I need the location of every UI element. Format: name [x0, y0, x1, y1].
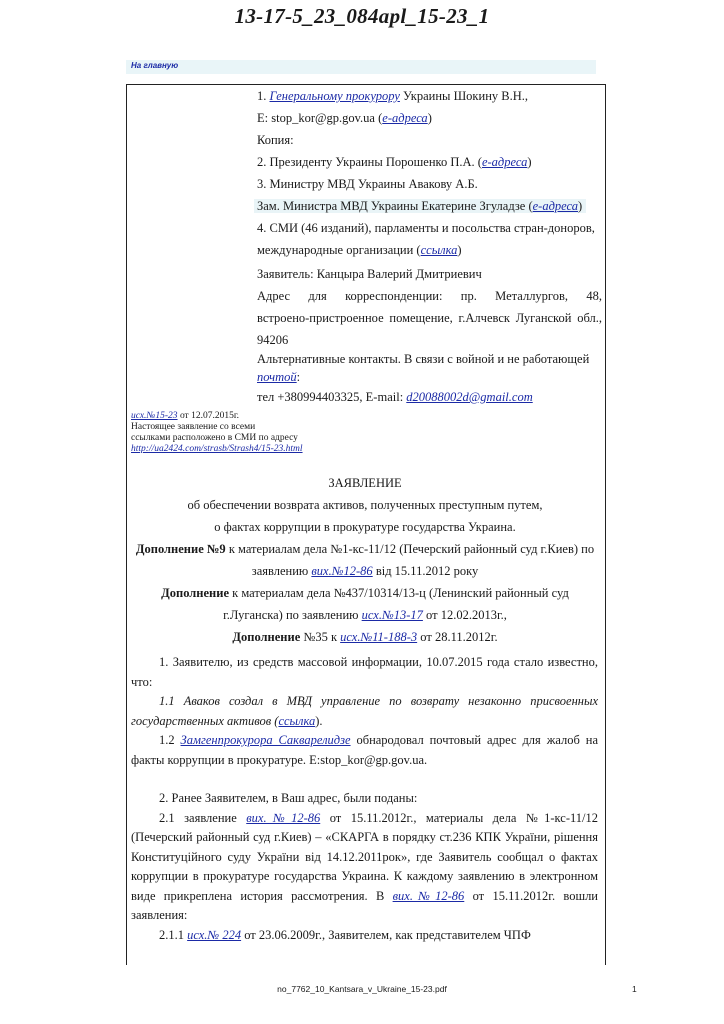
applicant-email-link[interactable]: d20088002d@gmail.com — [406, 390, 533, 404]
addressee-1-email — [257, 110, 602, 132]
prosecutor-link[interactable]: Генеральному прокурору — [269, 89, 400, 103]
addendum-3-link[interactable]: исх.№11-188-3 — [340, 630, 418, 644]
prosecutor-email-link[interactable]: е-адреса — [382, 111, 428, 125]
addressee-3b — [257, 198, 602, 220]
paragraph-2-1-1-link[interactable]: исх.№ 224 — [187, 927, 242, 942]
applicant-address-2: встроено-пристроенное помещение, г.Алчевск Луганской обл., — [257, 311, 602, 325]
addendum-1-text-2: заявлению — [251, 564, 312, 578]
document-title: 13-17-5_23_084apl_15-23_1 — [234, 4, 490, 28]
paragraph-2-1-1-number: 2.1.1 — [159, 927, 188, 942]
addendum-3 — [126, 626, 604, 648]
alt-contacts-link-line — [257, 369, 602, 389]
paragraph-1-1-end: ). — [315, 713, 323, 728]
paragraph-1-1 — [131, 692, 598, 731]
page-number: 1 — [632, 984, 637, 994]
reference-link[interactable]: исх.№15-23 — [131, 411, 178, 421]
email-text: E: stop_kor@gp.gov.ua ( — [257, 111, 383, 125]
addressee-2 — [257, 154, 602, 176]
addendum-2-end: от 12.02.2013г., — [422, 608, 507, 622]
paren: ) — [427, 111, 432, 125]
nav-bar — [126, 60, 596, 74]
addendum-3-end: от 28.11.2012г. — [417, 630, 498, 644]
addendum-1-link[interactable]: вих.№12-86 — [311, 564, 373, 578]
paragraph-1-2 — [131, 731, 598, 770]
statement-subtitle-1: об обеспечении возврата активов, полученных преступным путем, — [187, 498, 543, 512]
alt-contacts: Альтернативные контакты. В связи с войной и не работающей — [257, 352, 590, 366]
paragraph-2-1-1 — [131, 926, 598, 946]
post-link[interactable]: почтой — [257, 370, 297, 384]
paragraph-1-2-text: обнародовал почтовый адрес для жалоб на факты коррупции в прокуратуре. E:stop_kor@gp.gov.ua. — [131, 733, 599, 767]
copy-label: Копия: — [257, 133, 294, 147]
addressee-4: 4. СМИ (46 изданий), парламенты и посольства стран-доноров, — [257, 221, 595, 235]
reference-block — [131, 411, 331, 455]
addendum-2-bold: Дополнение — [161, 586, 230, 600]
paragraph-2: 2. Ранее Заявителем, в Ваш адрес, были поданы: — [159, 791, 418, 805]
applicant-address-3: 94206 — [257, 333, 289, 347]
colon: : — [296, 370, 301, 384]
addendum-1-cont — [126, 560, 604, 582]
note-line-2: ссылками расположено в СМИ по адресу — [131, 433, 298, 443]
home-link[interactable]: На главную — [131, 61, 179, 70]
addendum-3-bold: Дополнение — [232, 630, 301, 644]
spacer — [131, 770, 598, 789]
note-line-1: Настоящее заявление со всеми — [131, 422, 256, 432]
paragraph-2-1-link[interactable]: вих.№12-86 — [246, 810, 321, 825]
addressee-3b-text: Зам. Министра МВД Украины Екатерине Згуладзе ( — [257, 199, 533, 213]
paren: ) — [578, 199, 583, 213]
applicant-block — [257, 266, 602, 411]
addendum-2-text: к материалам дела №437/10314/13-ц (Ленинский районный суд — [229, 586, 569, 600]
paragraph-1-1-text: 1.1 Аваков создал в МВД управление по возврату незаконно присвоенных государственных активов ( — [131, 694, 598, 728]
addendum-2-cont — [126, 604, 604, 626]
statement-subtitle-2: о фактах коррупции в прокуратуре государства Украина. — [214, 520, 516, 534]
paragraph-1-2-number: 1.2 — [159, 733, 181, 747]
addressee-3: 3. Министру МВД Украины Авакову А.Б. — [257, 177, 478, 191]
deputy-prosecutor-link[interactable]: Замгенпрокурора Сакварелидзе — [180, 733, 351, 747]
body-text — [131, 653, 598, 945]
highlighted-line — [254, 199, 586, 213]
paragraph-2-1-text: от 15.11.2012г., материалы дела №1-кс-11/12 (Печерский районный суд г.Киев) – «СКАРГА в порядку ст.236 КПК України, рішення Конституційного суду України від 14.12.2011рок», где Заявитель сообщал о фактах коррупции в прокуратуре государства Украина. К каждому заявлению в электронном виде прикреплена история рассмотрения. В — [131, 810, 599, 903]
reference-line — [131, 411, 331, 422]
president-email-link[interactable]: е-адреса — [481, 155, 528, 169]
source-url-link[interactable]: http://ua2424.com/strasb/Strash4/15-23.html — [131, 444, 303, 454]
addendum-1-bold: Дополнение №9 — [135, 542, 226, 556]
addressee-4-text: международные организации ( — [257, 243, 421, 257]
paren: ) — [457, 243, 462, 257]
paragraph-2-1-1-text: от 23.06.2009г., Заявителем, как представителем ЧПФ — [241, 927, 531, 942]
paragraph-2-1 — [131, 809, 598, 926]
footer-filename: no_7762_10_Kantsara_v_Ukraine_15-23.pdf — [277, 984, 447, 994]
applicant-name: Заявитель: Канцыра Валерий Дмитриевич — [257, 267, 482, 281]
paragraph-2-1-number: 2.1 заявление — [159, 810, 247, 825]
addressee-2-text: 2. Президенту Украины Порошенко П.А. ( — [257, 155, 482, 169]
addendum-1-text: к материалам дела №1-кс-11/12 (Печерский районный суд г.Киев) по — [225, 542, 595, 556]
addendum-1 — [126, 538, 604, 560]
statement-title: ЗАЯВЛЕНИЕ — [328, 476, 402, 490]
phone-text: тел +380994403325, E-mail: — [257, 390, 407, 404]
phone-email — [257, 389, 602, 411]
addendum-2-link[interactable]: исх.№13-17 — [361, 608, 423, 622]
applicant-address: Адрес для корреспонденции: пр. Металлургов, 48, — [257, 289, 602, 303]
addressee-4-cont — [257, 242, 602, 264]
statement-heading — [126, 472, 604, 648]
addendum-3-text: №35 к — [300, 630, 341, 644]
addressee-1 — [257, 88, 602, 110]
addendum-2-text-2: г.Луганска) по заявлению — [223, 608, 362, 622]
reference-date: от 12.07.2015г. — [177, 411, 240, 421]
paragraph-1: 1. Заявителю, из средств массовой информации, 10.07.2015 года стало известно, что: — [131, 655, 598, 689]
paragraph-2-1-end: от 15.11.2012г. вошли заявления: — [131, 888, 598, 922]
addressee-1-number: 1. — [257, 89, 270, 103]
paragraph-2-1-link-2[interactable]: вих.№12-86 — [392, 888, 465, 903]
deputy-minister-email-link[interactable]: е-адреса — [532, 199, 579, 213]
paragraph-1-1-link[interactable]: ссылка — [278, 713, 316, 728]
addendum-1-end: від 15.11.2012 року — [372, 564, 479, 578]
addressees-block — [257, 88, 602, 264]
paren: ) — [527, 155, 532, 169]
addendum-2 — [126, 582, 604, 604]
addressee-1-text: Украины Шокину В.Н., — [399, 89, 528, 103]
media-link[interactable]: ссылка — [420, 243, 458, 257]
